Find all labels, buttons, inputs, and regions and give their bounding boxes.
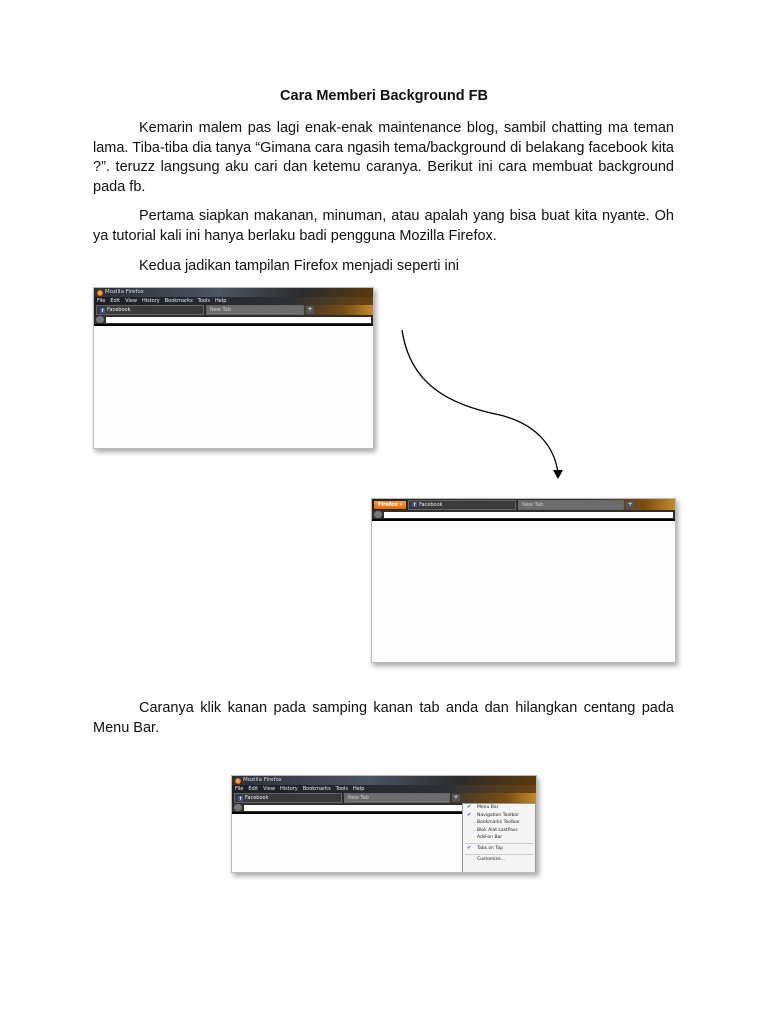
- check-icon: ✔: [467, 811, 472, 818]
- menu-edit[interactable]: Edit: [248, 786, 259, 792]
- menu-tools[interactable]: Tools: [197, 298, 210, 304]
- tab-bar: [232, 793, 536, 803]
- back-button[interactable]: [234, 804, 242, 811]
- window-title: Mozilla Firefox: [243, 777, 282, 783]
- page-content-area: [94, 326, 373, 446]
- ctx-separator: [465, 843, 533, 844]
- ctx-navigation-toolbar[interactable]: [463, 812, 535, 820]
- firefox-screenshot-context-menu: [231, 775, 537, 873]
- ctx-addon-bar[interactable]: [463, 834, 535, 842]
- ctx-item-label: Blok Alat LastPass: [477, 827, 518, 833]
- menu-view[interactable]: View: [125, 298, 137, 304]
- tab-facebook-label: Facebook: [107, 307, 131, 313]
- firefox-logo-icon: [97, 290, 103, 296]
- ctx-item-label: Tabs on Top: [477, 845, 504, 851]
- tab-new[interactable]: [206, 305, 304, 315]
- menu-history[interactable]: History: [141, 298, 160, 304]
- curved-arrow-icon: [390, 325, 570, 485]
- menu-help[interactable]: Help: [215, 298, 227, 304]
- paragraph-step-three: Caranya klik kanan pada samping kanan tab anda dan hilangkan centang pada Menu Bar.: [93, 700, 674, 736]
- tab-facebook-label: Facebook: [245, 795, 269, 801]
- window-titlebar: [94, 288, 373, 297]
- menu-help[interactable]: Help: [353, 786, 365, 792]
- menu-file[interactable]: File: [97, 298, 106, 304]
- ctx-item-label: Customize...: [477, 856, 505, 862]
- tab-new-label: New Tab: [348, 795, 369, 801]
- new-tab-button[interactable]: +: [627, 500, 633, 508]
- new-tab-button[interactable]: +: [453, 794, 459, 801]
- menu-edit[interactable]: Edit: [110, 298, 121, 304]
- menu-history[interactable]: History: [279, 786, 298, 792]
- new-tab-button[interactable]: +: [307, 306, 313, 313]
- check-icon: ✔: [467, 844, 472, 851]
- firefox-screenshot-without-menubar: [371, 498, 676, 663]
- ctx-tabs-on-top[interactable]: [463, 845, 535, 853]
- page-content-area: [372, 521, 675, 661]
- url-bar[interactable]: [106, 317, 371, 323]
- toolbar-context-menu: [462, 803, 536, 873]
- tab-new-label: New Tab: [210, 307, 231, 313]
- firefox-menu-button[interactable]: Firefox ▾: [374, 501, 406, 509]
- tab-new[interactable]: [344, 793, 450, 803]
- ctx-menu-bar[interactable]: [463, 804, 535, 812]
- menu-file[interactable]: File: [235, 786, 244, 792]
- tab-new[interactable]: [518, 500, 624, 510]
- url-bar[interactable]: [384, 512, 673, 518]
- menu-bookmarks[interactable]: Bookmarks: [302, 786, 331, 792]
- menu-bar: [232, 785, 536, 793]
- tab-facebook[interactable]: [234, 793, 342, 803]
- tab-bar: [372, 499, 675, 510]
- ctx-item-label: Menu Bar: [477, 805, 499, 810]
- menu-tools[interactable]: Tools: [335, 786, 348, 792]
- tab-new-label: New Tab: [522, 501, 544, 508]
- window-titlebar: [232, 776, 536, 785]
- ctx-separator: [465, 854, 533, 855]
- tab-facebook-label: Facebook: [419, 501, 443, 508]
- navigation-toolbar: [372, 510, 675, 519]
- facebook-icon: f: [413, 502, 416, 507]
- page-title: Cara Memberi Background FB: [280, 88, 488, 104]
- back-button[interactable]: [374, 511, 382, 518]
- menu-bookmarks[interactable]: Bookmarks: [164, 298, 193, 304]
- facebook-icon: f: [101, 307, 104, 313]
- tab-facebook[interactable]: [408, 500, 516, 510]
- paragraph-step-one: Pertama siapkan makanan, minuman, atau apalah yang bisa buat kita nyante. Oh ya tutorial kali ini hanya berlaku badi pengguna Mozilla Firefox.: [93, 208, 674, 244]
- firefox-screenshot-with-menubar: [93, 287, 374, 449]
- paragraph-step-two: Kedua jadikan tampilan Firefox menjadi seperti ini: [139, 258, 459, 274]
- ctx-lastpass-toolbar[interactable]: [463, 827, 535, 835]
- menu-bar: [94, 297, 373, 305]
- paragraph-intro: Kemarin malem pas lagi enak-enak maintenance blog, sambil chatting ma teman lama. Tiba-tiba dia tanya “Gimana cara ngasih tema/background di belakang facebook kita ?”. teruzz langsung aku cari dan ketemu caranya. Berikut ini cara membuat background pada fb.: [93, 120, 674, 195]
- navigation-toolbar: [94, 315, 373, 324]
- ctx-bookmarks-toolbar[interactable]: [463, 819, 535, 827]
- facebook-icon: f: [239, 795, 242, 801]
- window-title: Mozilla Firefox: [105, 289, 144, 295]
- ctx-item-label: Add-on Bar: [477, 835, 503, 841]
- ctx-item-label: Bookmarks Toolbar: [477, 820, 520, 826]
- check-icon: ✔: [467, 804, 472, 810]
- menu-view[interactable]: View: [263, 786, 275, 792]
- tab-facebook[interactable]: [96, 305, 204, 315]
- ctx-item-label: Navigation Toolbar: [477, 812, 519, 818]
- firefox-logo-icon: [235, 778, 241, 784]
- tab-bar: [94, 305, 373, 315]
- ctx-customize[interactable]: [463, 856, 535, 864]
- back-button[interactable]: [96, 316, 104, 323]
